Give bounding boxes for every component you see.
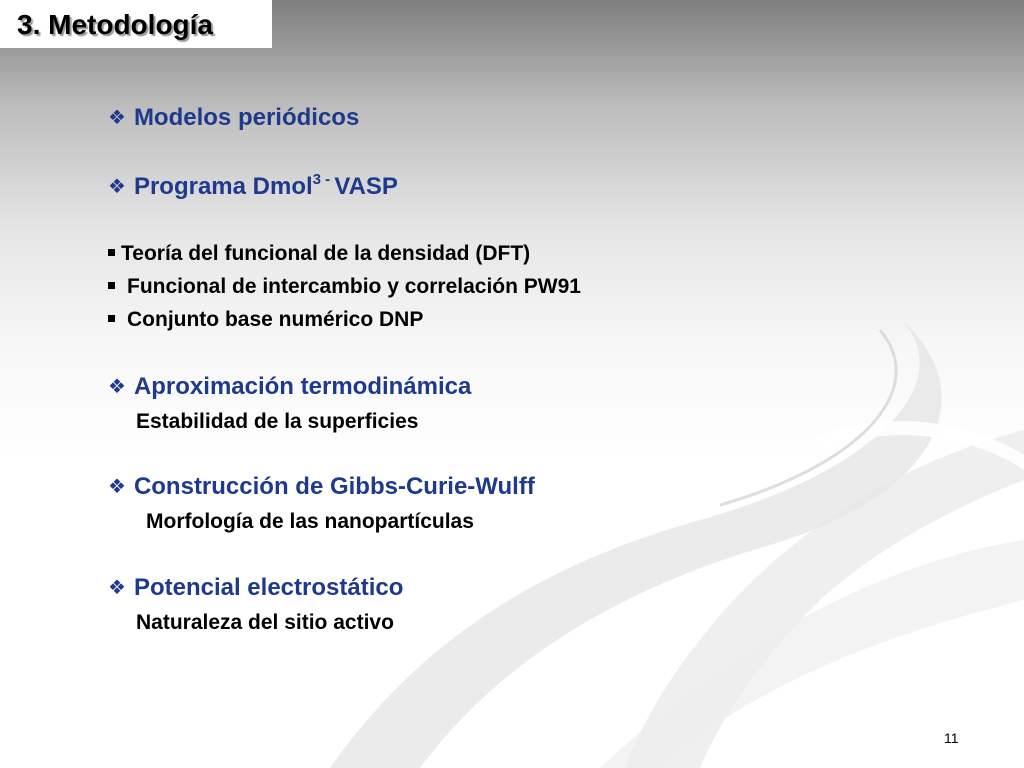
square-bullet-icon	[108, 249, 115, 256]
detail-potencial: Naturaleza del sitio activo	[136, 611, 394, 634]
bullet-gibbs	[108, 473, 535, 501]
bullet-modelos-text: Modelos periódicos	[133, 104, 360, 131]
sub-bullet-dft-text: Teoría del funcional de la densidad (DFT)	[121, 242, 531, 265]
diamond-bullet-icon: ❖	[108, 476, 126, 498]
bullet-modelos	[108, 104, 359, 132]
diamond-bullet-icon: ❖	[108, 107, 126, 129]
superscript-three: 3	[312, 171, 321, 188]
sub-bullet-dnp-text: Conjunto base numérico DNP	[127, 308, 424, 331]
programa-separator: -	[321, 171, 335, 188]
bullet-programa	[108, 173, 398, 201]
bullet-aproximacion	[108, 373, 471, 401]
sub-bullet-pw91	[108, 274, 581, 300]
page-number: 11	[944, 730, 959, 746]
detail-gibbs: Morfología de las nanopartículas	[146, 510, 474, 533]
diamond-bullet-icon: ❖	[108, 176, 126, 198]
bullet-gibbs-text: Construcción de Gibbs-Curie-Wulff	[133, 473, 535, 500]
diamond-bullet-icon: ❖	[108, 376, 126, 398]
title-box	[0, 0, 272, 48]
detail-aproximacion: Estabilidad de la superficies	[136, 410, 419, 433]
bullet-potencial	[108, 574, 403, 602]
square-bullet-icon	[108, 282, 115, 289]
slide-title: 3. Metodología	[17, 9, 213, 40]
bullet-aproximacion-text: Aproximación termodinámica	[133, 373, 472, 400]
sub-bullet-dnp	[108, 307, 423, 333]
sub-bullet-pw91-text: Funcional de intercambio y correlación PW91	[127, 275, 581, 298]
sub-bullet-dft	[108, 241, 530, 267]
square-bullet-icon	[108, 315, 115, 322]
bullet-potencial-text: Potencial electrostático	[133, 574, 404, 601]
diamond-bullet-icon: ❖	[108, 577, 126, 599]
bullet-programa-suffix: VASP	[334, 173, 398, 200]
bullet-programa-text: Programa Dmol	[133, 173, 313, 200]
